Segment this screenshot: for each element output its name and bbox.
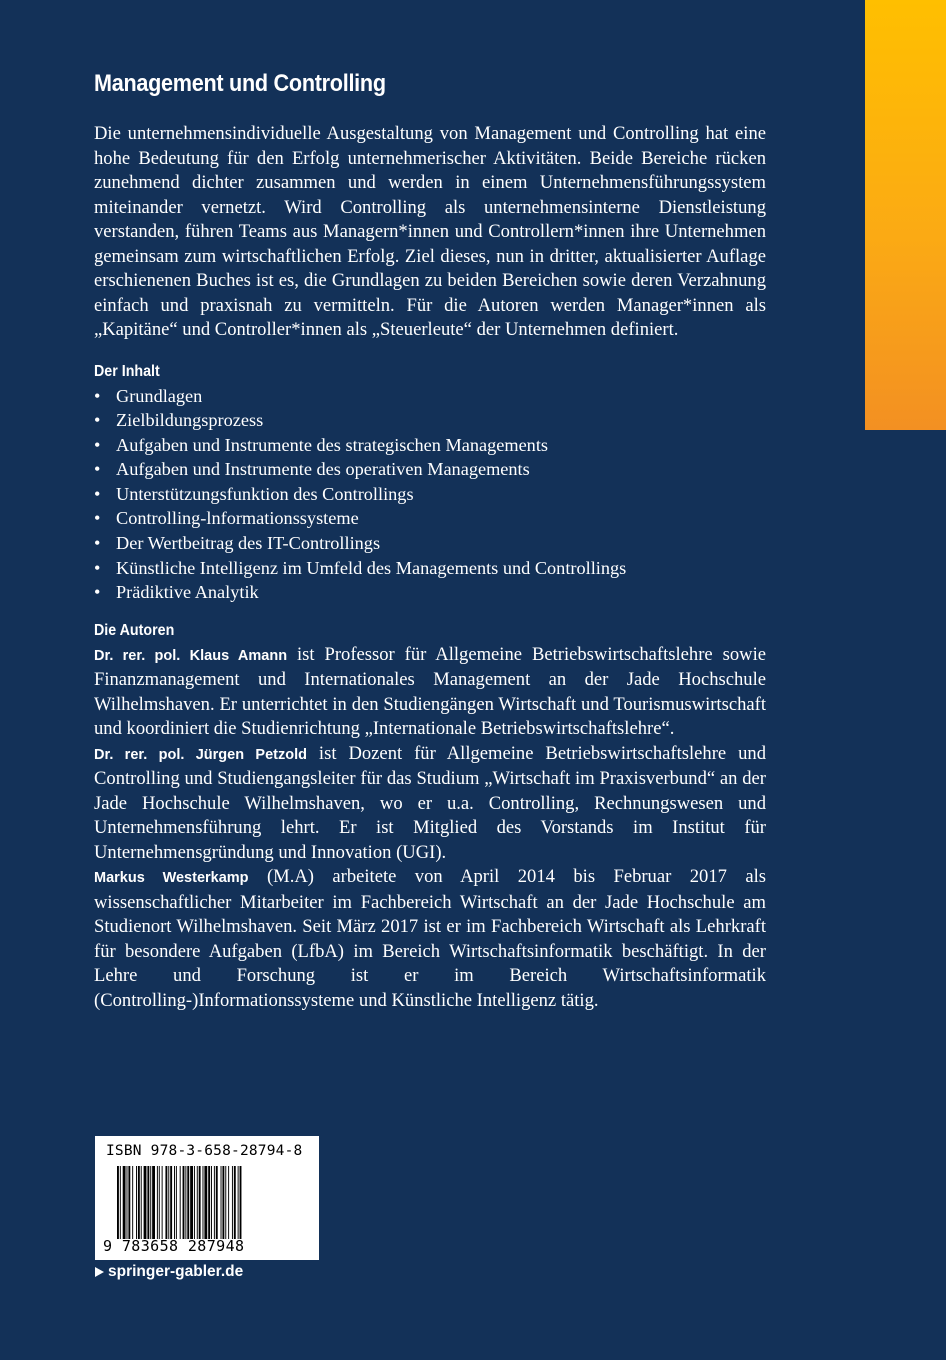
accent-color-bar [865,0,946,430]
contents-heading: Der Inhalt [94,362,160,380]
contents-item-label: Der Wertbeitrag des IT-Controllings [116,533,381,554]
author-bio [94,742,766,866]
contents-item-label: Unterstützungsfunktion des Controllings [116,483,414,504]
bullet: • [94,533,101,554]
isbn-barcode-box [95,1136,319,1260]
author-name: Markus Westerkamp [94,870,249,887]
isbn-label: ISBN 978-3-658-28794-8 [106,1143,303,1159]
bullet: • [94,582,101,603]
bullet: • [94,385,101,406]
bullet: • [94,483,101,504]
contents-item [94,482,766,507]
author-bio [94,643,766,742]
contents-item [94,580,766,605]
contents-item [94,408,766,433]
contents-item-label: Controlling-lnformationssysteme [116,508,359,529]
contents-item-label: Zielbildungsprozess [116,410,264,431]
book-title: Management und Controlling [94,70,386,97]
bullet: • [94,434,101,455]
barcode-digits: 9 783658 287948 [103,1237,245,1255]
intro-paragraph: Die unternehmensindividuelle Ausgestaltung von Management und Controlling hat eine hohe Bedeutung für den Erfolg unternehmerischer Aktivitäten. Beide Bereiche rücken zunehmend dichter zusammen und werden in einem Unternehmensführungssystem miteinander vernetzt. Wird Controlling als unternehmensinterne Dienstleistung verstanden, führen Teams aus Managern*innen und Controllern*innen ihre Unternehmen gemeinsam zum wirtschaftlichen Erfolg. Ziel dieses, nun in dritter, aktualisierter Auflage erschienenen Buches ist es, die Grundlagen zu beiden Bereichen sowie deren Verzahnung einfach und praxisnah zu vermitteln. Für die Autoren werden Manager*innen als „Kapitäne“ und Controller*innen als „Steuerleute“ der Unternehmen definiert. [94,123,766,340]
publisher-link[interactable] [95,1263,243,1281]
contents-list [94,384,766,605]
back-cover-content [94,70,766,1013]
author-bio-text: (M.A) arbeitete von April 2014 bis Februar 2017 als wissenschaftlicher Mitarbeiter im Fachbereich Wirtschaft an der Jade Hochschule am Studienort Wilhelmshaven. Seit März 2017 ist er im Fachbereich Wirtschaft als Lehrkraft für besondere Aufgaben (LfbA) im Bereich Wirtschaftsinformatik beschäftigt. In der Lehre und Forschung ist er im Bereich Wirtschaftsinformatik (Controlling-)Informationssysteme und Künstliche Intelligenz tätig. [94,866,766,1011]
contents-item [94,506,766,531]
play-triangle-icon [95,1267,104,1277]
contents-item-label: Grundlagen [116,385,203,406]
contents-item-label: Aufgaben und Instrumente des operativen Managements [116,459,530,480]
contents-item [94,384,766,409]
contents-item [94,457,766,482]
publisher-url: springer-gabler.de [108,1263,244,1280]
author-bio-text: ist Dozent für Allgemeine Betriebswirtschaftslehre und Controlling und Studiengangsleiter für das Studium „Wirtschaft im Praxisverbund“ an der Jade Hochschule Wilhelmshaven, wo er u.a. Controlling, Rechnungswesen und Unternehmensführung lehrt. Er ist Mitglied des Vorstands im Institut für Unternehmensgründung und Innovation (UGI). [94,742,766,863]
bullet: • [94,508,101,529]
author-name: Dr. rer. pol. Klaus Amann [94,647,288,664]
contents-item-label: Aufgaben und Instrumente des strategischen Managements [116,434,549,455]
contents-item [94,433,766,458]
contents-item [94,556,766,581]
bullet: • [94,459,101,480]
contents-item [94,531,766,556]
author-name: Dr. rer. pol. Jürgen Petzold [94,746,307,763]
contents-item-label: Künstliche Intelligenz im Umfeld des Managements und Controllings [116,557,627,578]
author-bio-text: ist Professor für Allgemeine Betriebswirtschaftslehre sowie Finanzmanagement und Internationales Management an der Jade Hochschule Wilhelmshaven. Er unterrichtet in den Studiengängen Wirtschaft und Tourismuswirtschaft und koordiniert die Studienrichtung „Internationale Betriebswirtschaftslehre“. [94,643,766,740]
author-bio [94,865,766,1013]
barcode-icon [117,1166,307,1239]
authors-heading: Die Autoren [94,621,175,639]
bullet: • [94,410,101,431]
contents-item-label: Prädiktive Analytik [116,582,259,603]
bullet: • [94,557,101,578]
